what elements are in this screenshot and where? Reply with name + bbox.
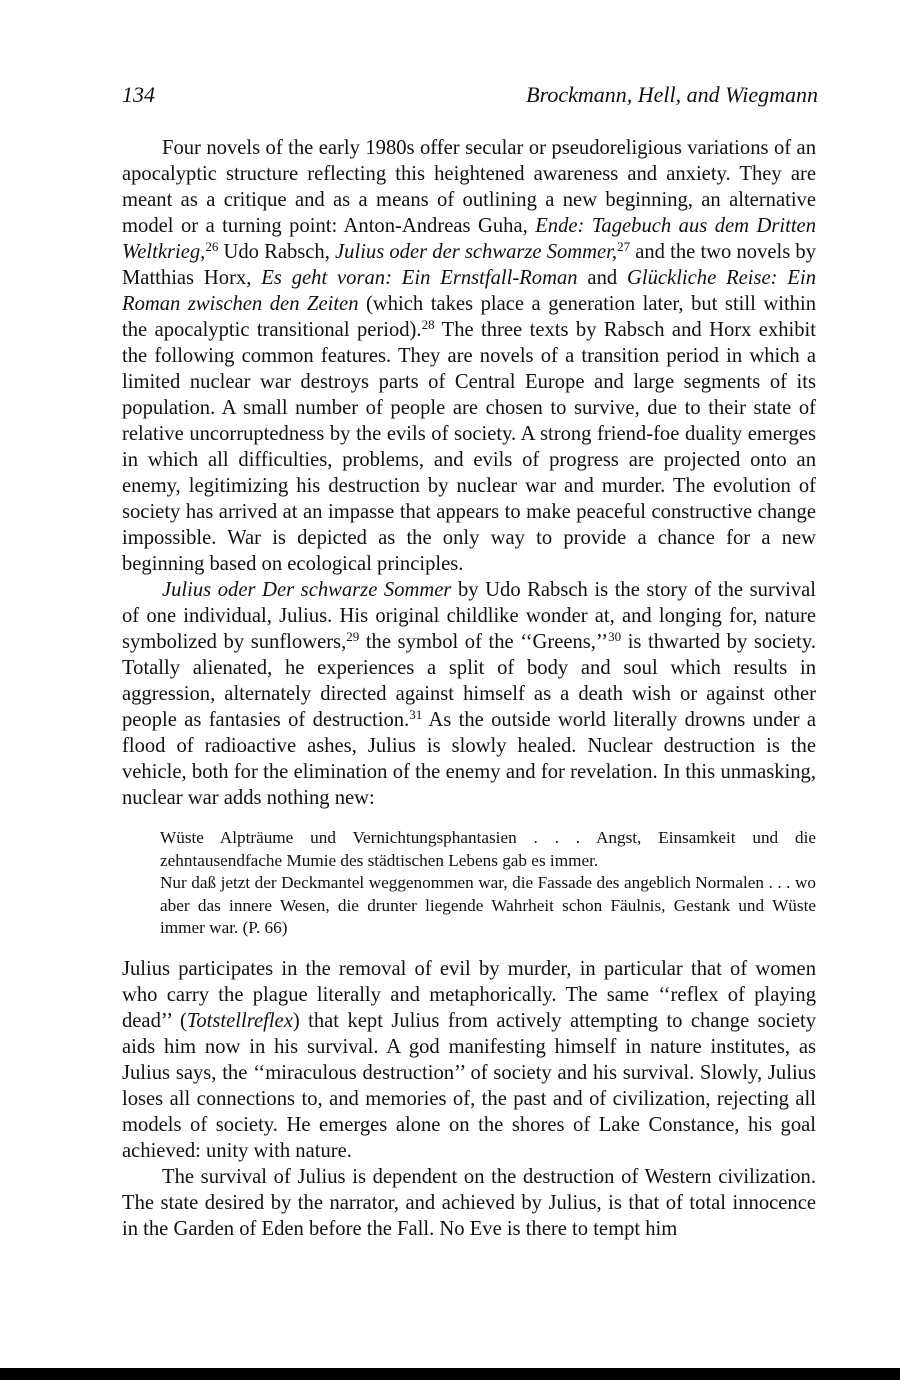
text-span: ) that kept Julius from actively attempting to change society aids him now in his survival. A god manifesting himself in nature institutes, as Julius says, the ‘‘miraculous destruction’’ of society and his survival. Slowly, Julius loses all connections to, and memories of, the past and of civilization, rejecting all models of society. He emerges alone on the shores of Lake Constance, his goal achieved: unity with nature.: [122, 1009, 816, 1162]
italic-title: Ende: Tagebuch aus dem Dritten Weltkrieg,: [122, 215, 816, 263]
page-header: [122, 80, 818, 110]
block-quote: [160, 827, 816, 940]
italic-title: Glückliche Reise: Ein Roman zwischen den Zeiten: [122, 267, 817, 315]
text-span: Julius participates in the removal of evil by murder, in particular that of women who carry the plague literally and metaphorically. The same ‘‘reflex of playing dead’’ (: [122, 957, 816, 1032]
text-span: by Udo Rabsch is the story of the survival of one individual, Julius. His original childlike wonder at, and longing for, nature symbolized by sunflowers,: [122, 579, 816, 653]
text-span: As the outside world literally drowns under a flood of radioactive ashes, Julius is slowly healed. Nuclear destruction is the vehicle, both for the elimination of the enemy and for revelation. In this unmasking, nuclear war adds nothing new:: [122, 709, 816, 809]
text-span: is thwarted by society. Totally alienated, he experiences a split of body and soul which results in aggression, alternately directed against himself as a death wish or against other people as fantasies of destruction.: [122, 631, 816, 731]
paragraph-2: [122, 577, 816, 811]
text-span: The survival of Julius is dependent on the destruction of Western civilization. The state desired by the narrator, and achieved by Julius, is that of total innocence in the Garden of Eden before the Fall. No Eve is there to tempt him: [122, 1165, 816, 1240]
page-number: 134: [122, 82, 155, 107]
quote-line-1: Wüste Alpträume und Vernichtungsphantasien . . . Angst, Einsamkeit und die zehntausendfache Mumie des städtischen Lebens gab es immer.: [160, 828, 816, 870]
footnote-ref: 27: [617, 239, 631, 254]
italic-title: Julius oder der schwarze Sommer,: [335, 241, 618, 263]
running-title: Brockmann, Hell, and Wiegmann: [526, 82, 818, 107]
paragraph-3: [122, 956, 816, 1164]
italic-title: Es geht voran: Ein Ernstfall-Roman: [261, 267, 578, 289]
text-span: Four novels of the early 1980s offer secular or pseudoreligious variations of an apocalyptic structure reflecting this heightened awareness and anxiety. They are meant as a critique and as a means of outlining a new beginning, an alternative model or a turning point: Anton-Andreas Guha,: [122, 137, 816, 237]
text-span: Udo Rabsch,: [218, 241, 336, 263]
paragraph-4: [122, 1164, 816, 1242]
paragraph-1: [122, 135, 816, 577]
footnote-ref: 29: [346, 629, 360, 644]
page-body: [122, 135, 816, 1242]
footnote-ref: 31: [409, 707, 423, 722]
text-span: and: [577, 267, 628, 289]
footnote-ref: 30: [608, 629, 622, 644]
italic-title: Julius oder Der schwarze Sommer: [162, 579, 452, 601]
footnote-ref: 26: [205, 239, 219, 254]
italic-term: Totstellreflex: [186, 1009, 293, 1032]
footnote-ref: 28: [421, 317, 435, 332]
text-span: The three texts by Rabsch and Horx exhibit the following common features. They are novels of a transition period in which a limited nuclear war destroys parts of Central Europe and large segments of its population. A small number of people are chosen to survive, due to their state of relative uncorruptedness by the evils of society. A strong friend-foe duality emerges in which all difficulties, problems, and evils of progress are projected onto an enemy, legitimizing his destruction by nuclear war and murder. The evolution of society has arrived at an impasse that appears to make peaceful constructive change impossible. War is depicted as the only way to provide a chance for a new beginning based on ecological principles.: [122, 319, 817, 575]
text-span: the symbol of the ‘‘Greens,’’: [359, 631, 609, 653]
quote-line-2: Nur daß jetzt der Deckmantel weggenommen war, die Fassade des angeblich Normalen . . . wo aber das innere Wesen, die drunter liegende Wahrheit schon Fäulnis, Gestank und Wüste immer war. (P. 66): [160, 873, 816, 937]
scan-edge-bar: [0, 1368, 900, 1380]
text-span: and the two novels by Matthias Horx,: [122, 241, 817, 289]
text-span: (which takes place a generation later, but still within the apocalyptic transitional period).: [122, 293, 816, 341]
